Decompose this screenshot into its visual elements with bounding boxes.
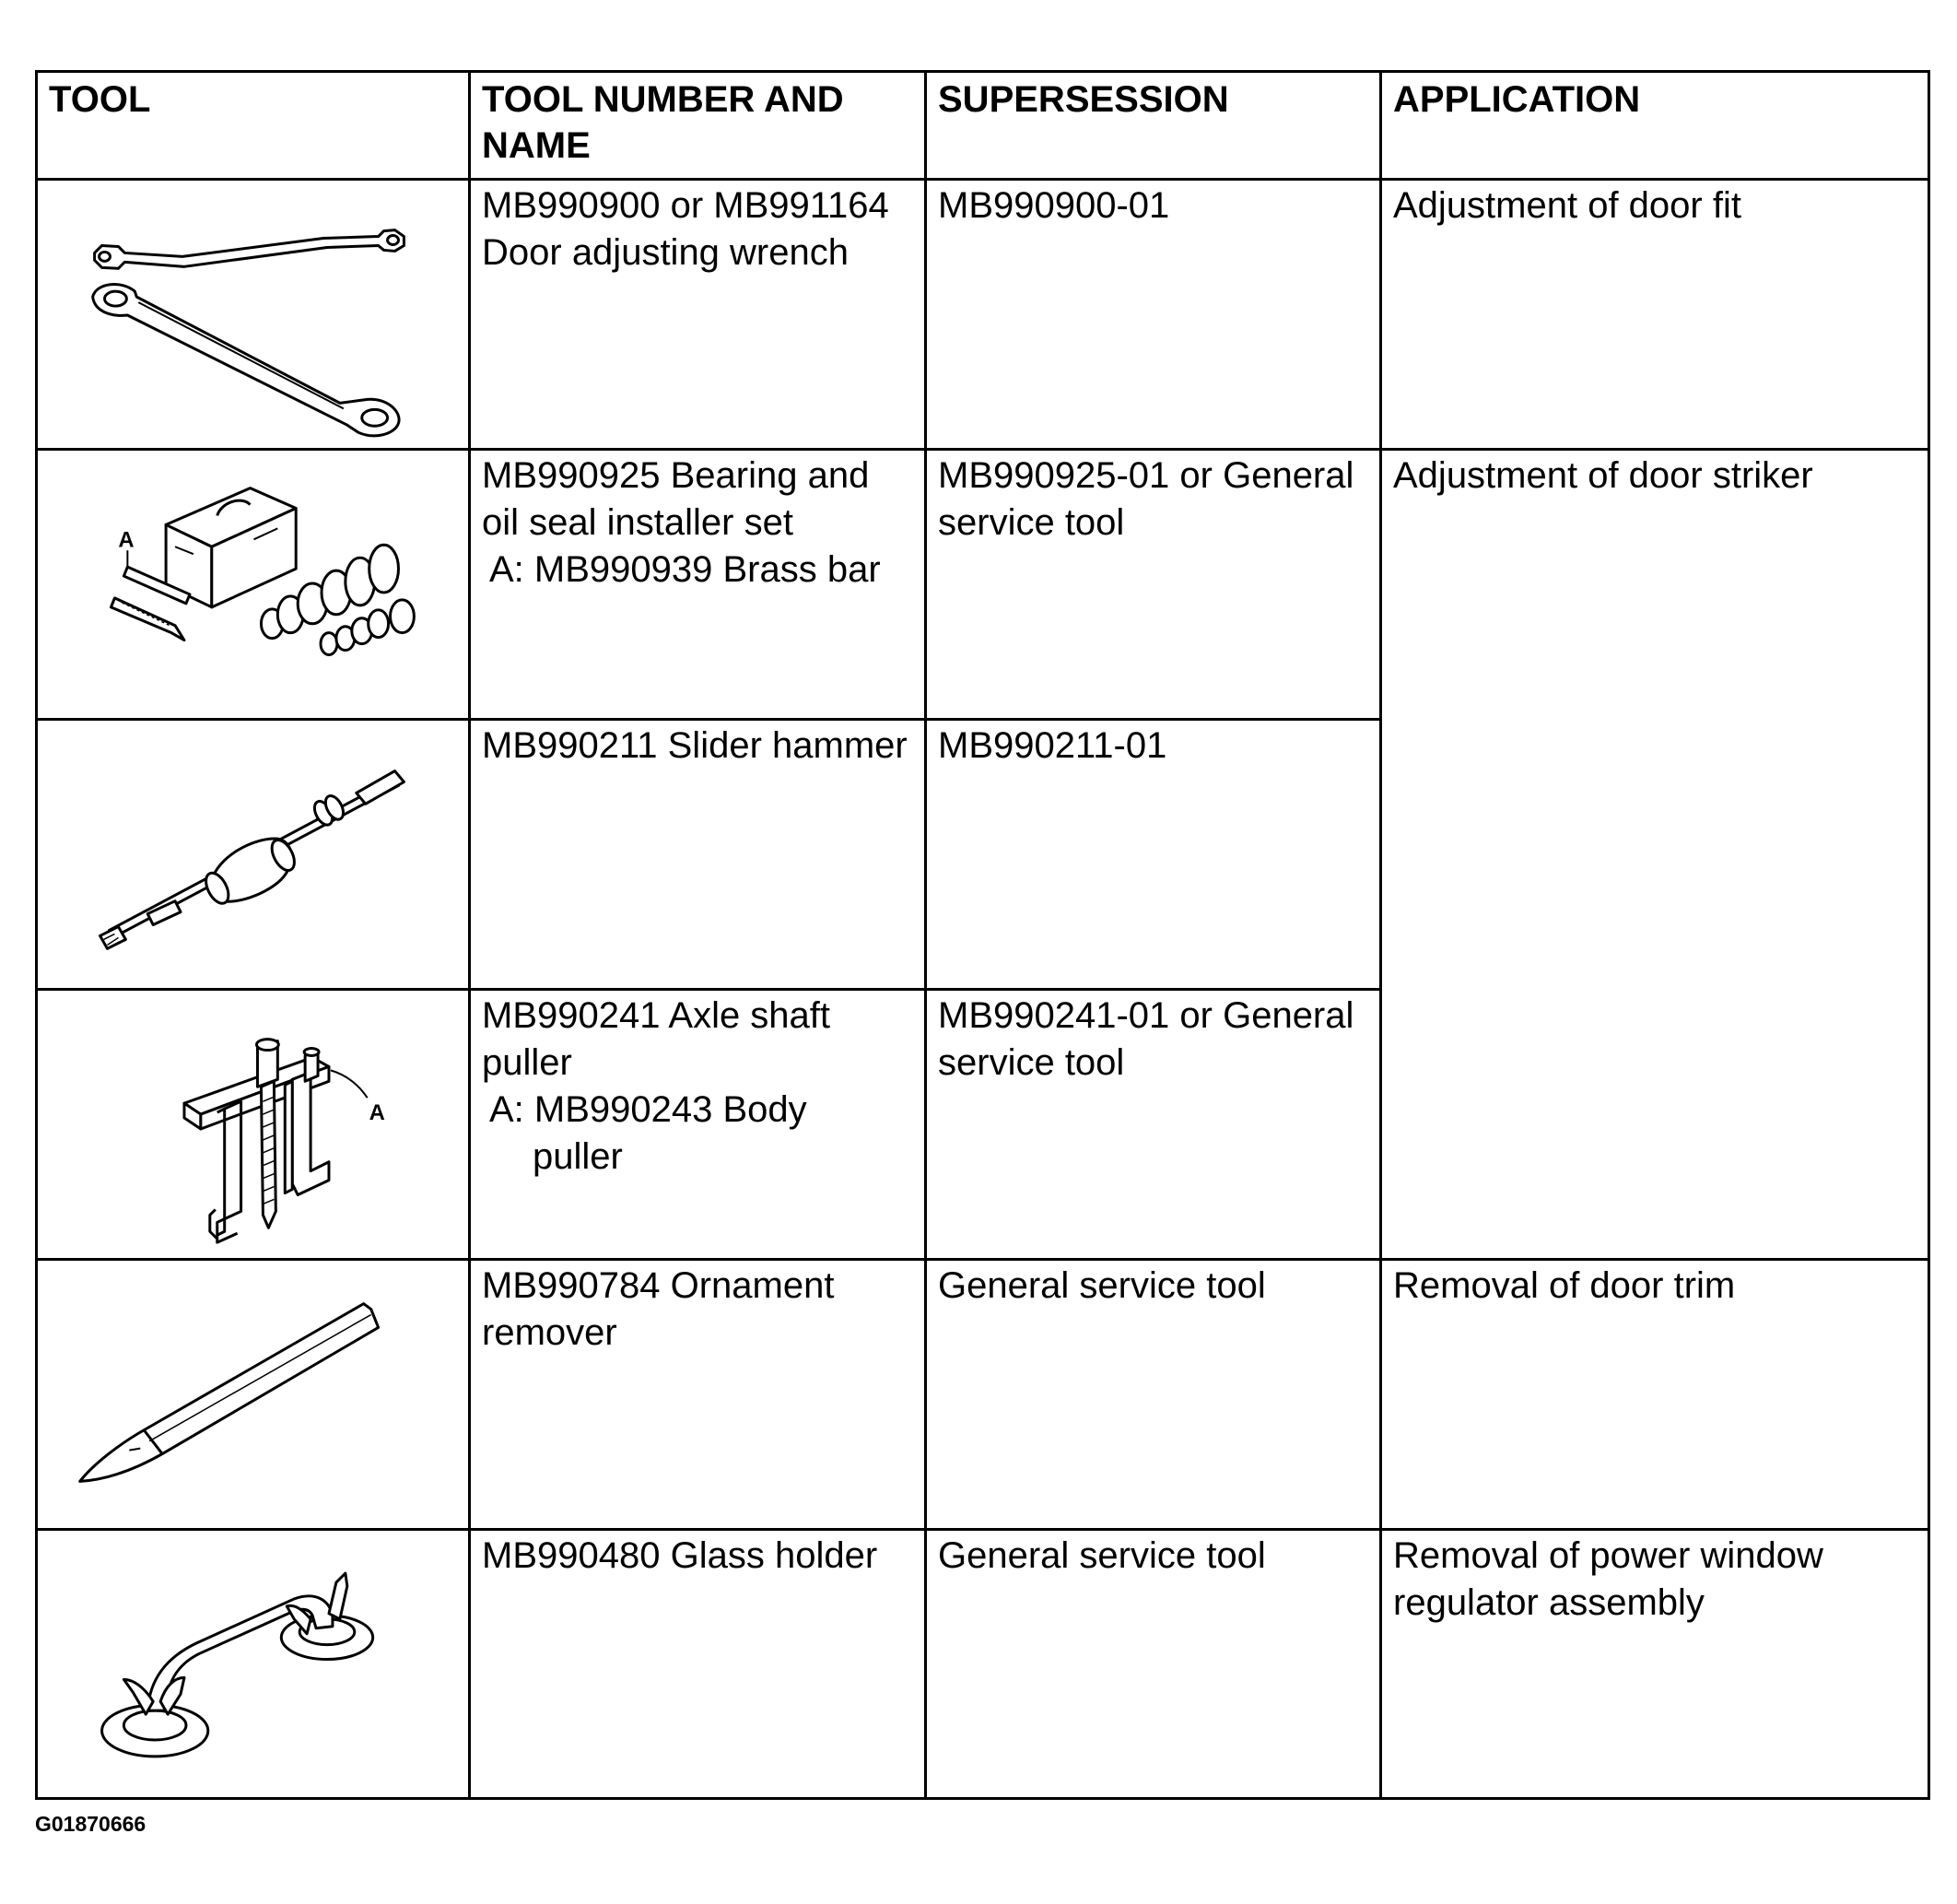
tool-image-cell: [37, 180, 470, 450]
tool-image-cell: [37, 720, 470, 990]
supersession-value: MB990211-01: [938, 725, 1167, 766]
tool-image-cell: [37, 450, 470, 720]
special-tools-table: [35, 70, 1930, 1800]
door-adjusting-wrench-icon: [38, 181, 468, 448]
axle-shaft-puller-icon: [38, 991, 468, 1258]
bearing-oil-seal-installer-set-icon: [38, 451, 468, 718]
tool-number-name: MB990784 Ornament remover: [482, 1265, 835, 1353]
supersession-value: General service tool: [938, 1265, 1266, 1306]
supersession-cell: [926, 720, 1381, 990]
tool-number-name: MB990925 Bearing and oil seal installer set: [482, 455, 870, 543]
application-cell: [1381, 1530, 1929, 1799]
glass-holder-icon: [38, 1531, 468, 1797]
callout-a: A: [118, 527, 135, 553]
application-value: Adjustment of door fit: [1393, 185, 1741, 226]
supersession-cell: [926, 990, 1381, 1260]
tool-number-name-cell: [470, 990, 926, 1260]
application-cell: [1381, 450, 1929, 1260]
tool-number-name-cell: [470, 1530, 926, 1799]
callout-a: A: [369, 1100, 385, 1126]
tool-number-name-cell: [470, 450, 926, 720]
header-supersession: SUPERSESSION: [926, 72, 1381, 180]
table-row: [37, 450, 1929, 720]
application-cell: [1381, 180, 1929, 450]
header-tool-number-and-name: TOOL NUMBER AND NAME: [470, 72, 926, 180]
table-row: [37, 1530, 1929, 1799]
tool-image-cell: [37, 1530, 470, 1799]
supersession-value: MB990241-01 or General service tool: [938, 995, 1354, 1083]
figure-id-label: G01870666: [35, 1812, 146, 1836]
ornament-remover-icon: [38, 1261, 468, 1528]
tool-number-name-cell: [470, 1260, 926, 1530]
header-application: APPLICATION: [1381, 72, 1929, 180]
application-cell: [1381, 1260, 1929, 1530]
component-a: A: MB990243 Body: [489, 1089, 807, 1130]
table-row: [37, 180, 1929, 450]
tool-image-cell: [37, 1260, 470, 1530]
supersession-value: MB990925-01 or General service tool: [938, 455, 1354, 543]
supersession-value: MB990900-01: [938, 185, 1170, 226]
supersession-cell: [926, 1260, 1381, 1530]
tool-image-cell: [37, 990, 470, 1260]
application-value: Removal of power window regulator assembly: [1393, 1535, 1823, 1623]
component-a: A: MB990939 Brass bar: [489, 549, 881, 590]
header-tool: TOOL: [37, 72, 470, 180]
table-row: [37, 1260, 1929, 1530]
table-header-row: [37, 72, 1929, 180]
supersession-cell: [926, 180, 1381, 450]
supersession-cell: [926, 1530, 1381, 1799]
tool-number-name: MB990900 or MB991164 Door adjusting wrench: [482, 185, 889, 273]
tool-number-name-cell: [470, 180, 926, 450]
application-value: Adjustment of door striker: [1393, 455, 1813, 496]
tool-number-name: MB990211 Slider hammer: [482, 725, 908, 766]
slider-hammer-icon: [38, 721, 468, 988]
supersession-value: General service tool: [938, 1535, 1266, 1576]
tool-number-name-cell: [470, 720, 926, 990]
supersession-cell: [926, 450, 1381, 720]
component-a-continued: puller: [533, 1136, 623, 1177]
tool-number-name: MB990480 Glass holder: [482, 1535, 878, 1576]
application-value: Removal of door trim: [1393, 1265, 1736, 1306]
tool-number-name: MB990241 Axle shaft puller: [482, 995, 831, 1083]
